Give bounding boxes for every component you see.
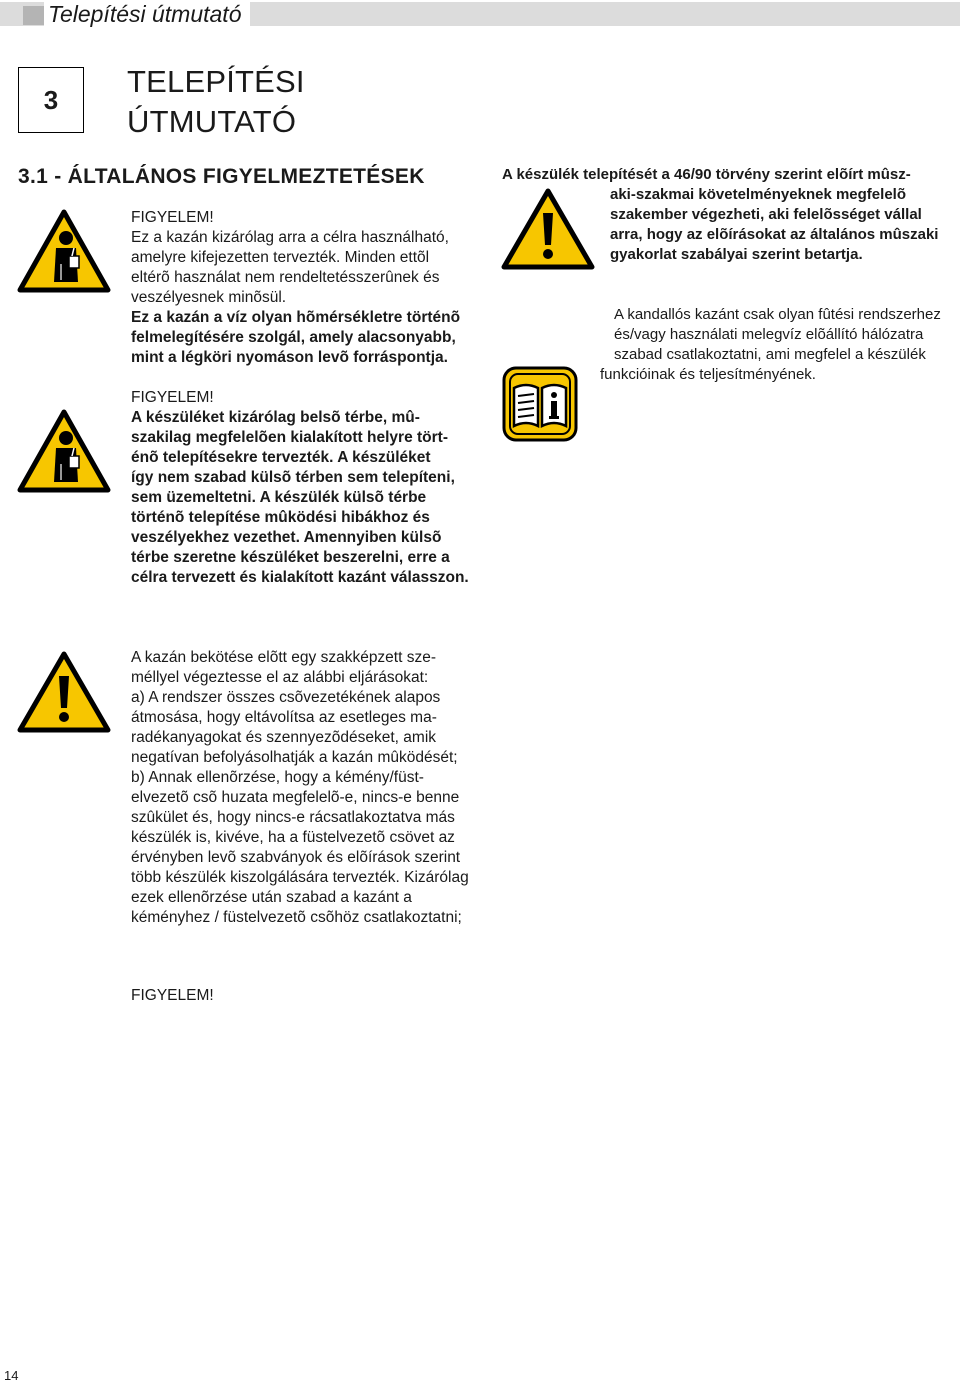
text-line: méllyel végeztesse el az alábbi eljárásokat: bbox=[131, 669, 429, 686]
text-line: szûkület és, hogy nincs-e rácsatlakoztatva más bbox=[131, 809, 455, 826]
manual-info-icon bbox=[502, 366, 578, 442]
text-line: veszélyesnek minõsül. bbox=[131, 289, 287, 306]
worker-warning-icon bbox=[16, 208, 112, 294]
text-line: Ez a kazán a víz olyan hõmérsékletre történõ bbox=[131, 309, 461, 326]
connection-requirements-block bbox=[600, 305, 958, 385]
installer-requirements-block bbox=[502, 165, 958, 265]
text-line: amelyre kifejezetten tervezték. Minden ettõl bbox=[131, 249, 430, 266]
text-line: sem üzemeltetni. A készülék külsõ térbe bbox=[131, 489, 427, 506]
text-line: arra, hogy az elõírásokat az általános mûszaki bbox=[610, 226, 939, 243]
text-line: A készülék telepítését a 46/90 törvény szerint elõírt mûsz- bbox=[502, 166, 911, 183]
text-line: a) A rendszer összes csõvezetékének alapos bbox=[131, 689, 441, 706]
chapter-title-line2: ÚTMUTATÓ bbox=[127, 104, 297, 139]
header-title: Telepítési útmutató bbox=[44, 2, 250, 26]
warning-label: FIGYELEM! bbox=[131, 209, 214, 226]
text-line: történõ telepítése mûködési hibákhoz és bbox=[131, 509, 430, 526]
text-line: így nem szabad külsõ térben sem telepíteni, bbox=[131, 469, 455, 486]
warning-block-1 bbox=[131, 208, 476, 368]
text-line: funkcióinak és teljesítményének. bbox=[600, 366, 816, 383]
text-line: szakilag megfelelõen kialakított helyre tört- bbox=[131, 429, 448, 446]
text-line: A kandallós kazánt csak olyan fûtési rendszerhez bbox=[614, 306, 941, 323]
text-line: átmosása, hogy eltávolítsa az esetleges ma- bbox=[131, 709, 437, 726]
final-warning-label: FIGYELEM! bbox=[131, 987, 214, 1004]
chapter-title bbox=[127, 62, 305, 142]
text-line: célra tervezett és kialakított kazánt válasszon. bbox=[131, 569, 469, 586]
text-line: szabad csatlakoztatni, ami megfelel a készülék bbox=[614, 346, 926, 363]
text-line: A készüléket kizárólag belsõ térbe, mû- bbox=[131, 409, 420, 426]
page-number: 14 bbox=[4, 1368, 19, 1383]
exclamation-warning-icon bbox=[16, 650, 112, 734]
text-line: aki-szakmai követelményeknek megfelelõ bbox=[610, 186, 906, 203]
text-line: Ez a kazán kizárólag arra a célra használható, bbox=[131, 229, 449, 246]
worker-warning-icon bbox=[16, 408, 112, 494]
text-line: elvezetõ csõ huzata megfelelõ-e, nincs-e benne bbox=[131, 789, 460, 806]
section-title: 3.1 - ÁLTALÁNOS FIGYELMEZTETÉSEK bbox=[18, 165, 425, 188]
text-line: szakember végezheti, aki felelõsséget vállal bbox=[610, 206, 922, 223]
warning-label: FIGYELEM! bbox=[131, 389, 214, 406]
text-line: veszélyekhez vezethet. Amennyiben külsõ bbox=[131, 529, 442, 546]
text-line: eltérõ használat nem rendeltetésszerûnek és bbox=[131, 269, 440, 286]
text-line: felmelegítésére szolgál, amely alacsonyabb, bbox=[131, 329, 456, 346]
text-line: A kazán bekötése elõtt egy szakképzett sze- bbox=[131, 649, 437, 666]
text-line: gyakorlat szabályai szerint betartja. bbox=[610, 246, 863, 263]
chapter-title-line1: TELEPÍTÉSI bbox=[127, 64, 305, 99]
chapter-number-box: 3 bbox=[18, 67, 84, 133]
text-line: mint a légköri nyomáson levõ forráspontja. bbox=[131, 349, 448, 366]
text-line: radékanyagokat és szennyezõdéseket, amik bbox=[131, 729, 437, 746]
text-line: énõ telepítésekre tervezték. A készüléket bbox=[131, 449, 431, 466]
text-line: negatívan befolyásolhatják a kazán mûködését; bbox=[131, 749, 458, 766]
text-line: és/vagy használati melegvíz elõállító hálózatra bbox=[614, 326, 924, 343]
pre-connection-procedures-block bbox=[131, 648, 476, 928]
text-line: b) Annak ellenõrzése, hogy a kémény/füst- bbox=[131, 769, 424, 786]
text-line: készülék is, kivéve, ha a füstelvezetõ csövet az bbox=[131, 829, 455, 846]
text-line: térbe szeretne készüléket beszerelni, erre a bbox=[131, 549, 450, 566]
header-tab-marker bbox=[23, 6, 44, 25]
warning-block-2 bbox=[131, 388, 476, 588]
text-line: érvényben levõ szabványok és elõírások szerint bbox=[131, 849, 461, 866]
text-line: több készülék kiszolgálására tervezték. Kizárólag bbox=[131, 869, 469, 886]
text-line: ezek ellenõrzése után szabad a kazánt a bbox=[131, 889, 412, 906]
text-line: kéményhez / füstelvezetõ csõhöz csatlakoztatni; bbox=[131, 909, 462, 926]
